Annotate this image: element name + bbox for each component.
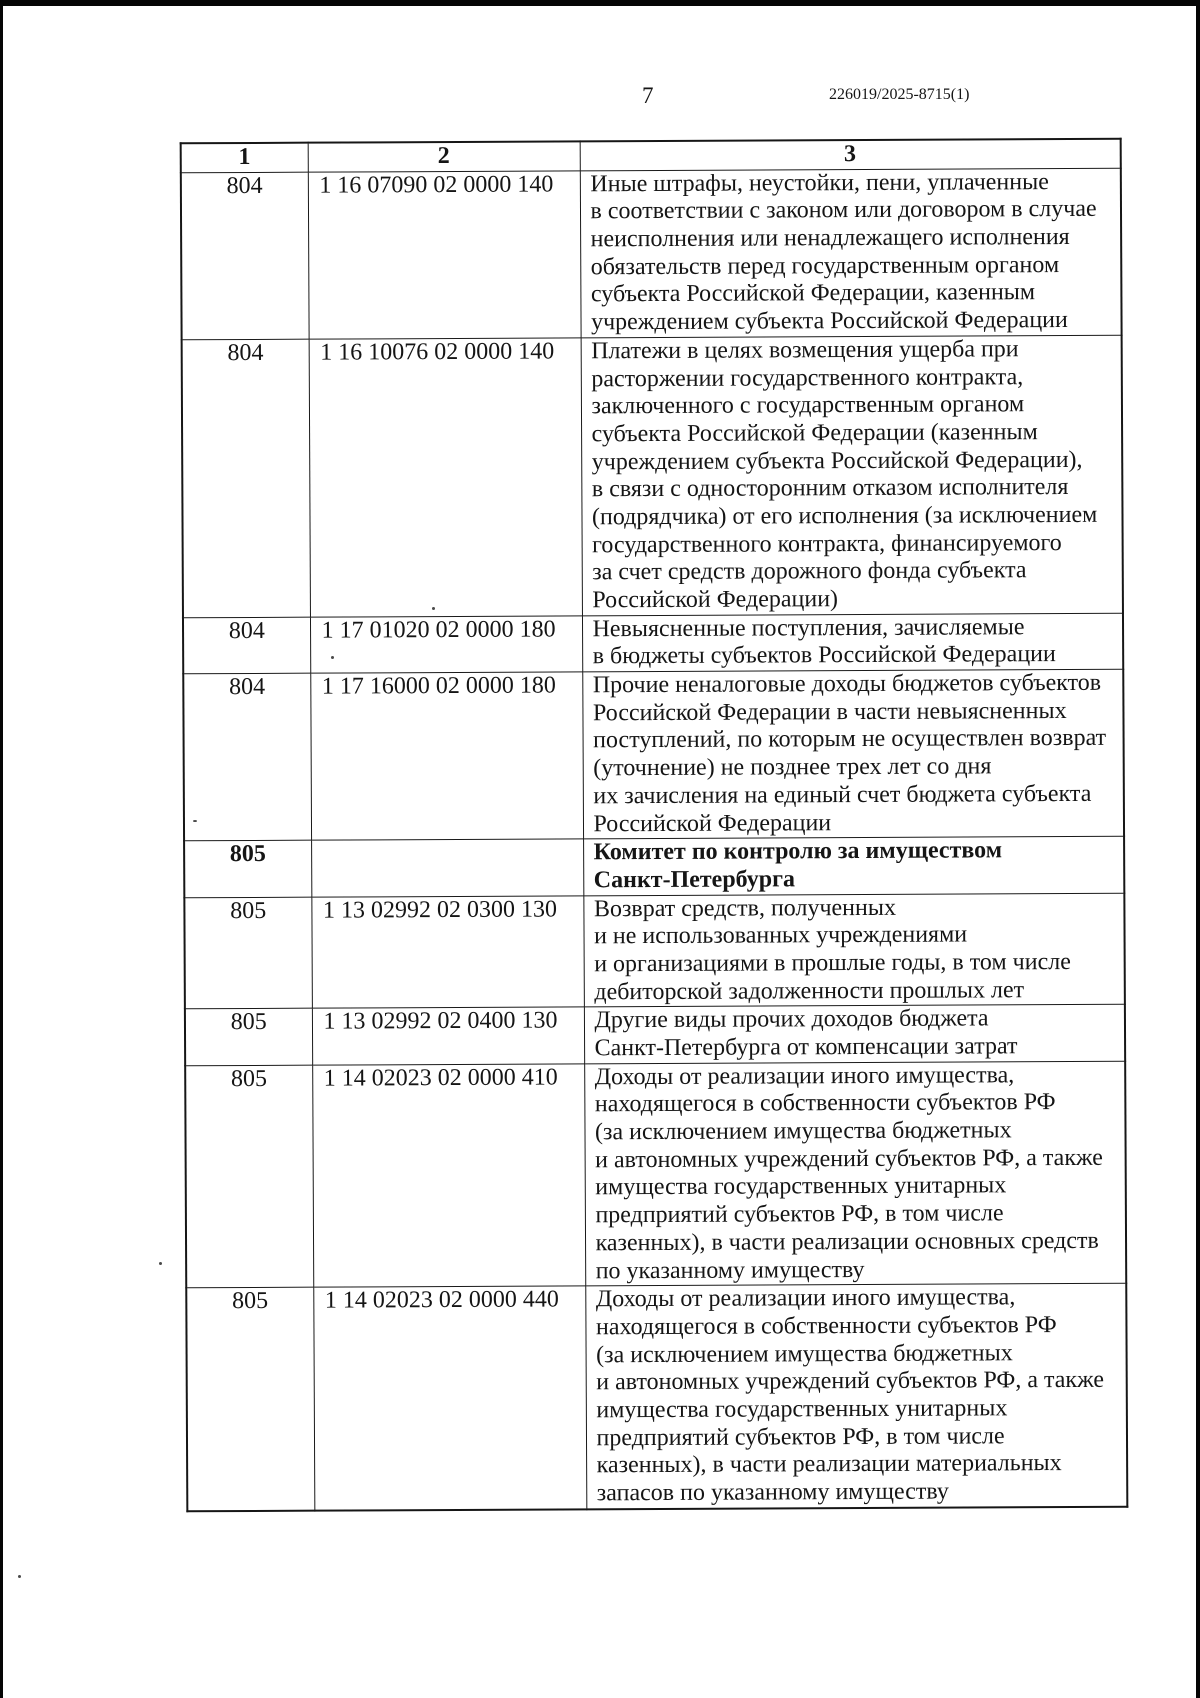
revenue-name-line: предприятий субъектов РФ, в том числе [595,1200,1004,1229]
admin-code-cell [182,339,310,617]
revenue-name-line: казенных), в части реализации основных средств [595,1227,1099,1257]
kbk-code-cell [310,616,582,674]
scan-speck [18,1575,21,1578]
admin-code: 804 [229,673,266,701]
table-row [181,168,1122,340]
table-row [186,1283,1127,1511]
revenue-name-line: (уточнение) не позднее трех лет со дня [593,753,992,782]
kbk-code: 1 13 02992 02 0300 130 [322,896,557,924]
revenue-name-line: по указанному имуществу [595,1256,865,1284]
revenue-name-line: Российской Федерации в части невыясненных [592,697,1067,727]
revenue-name-line: в бюджеты субъектов Российской Федерации [592,641,1056,670]
admin-code: 805 [230,1009,267,1036]
admin-code: 805 [229,841,266,868]
revenue-name-line: заключенного с государственным органом [591,391,1025,420]
revenue-name-line: Российской Федерации) [592,586,839,614]
revenue-name-line: находящегося в собственности субъектов РФ [594,1089,1056,1118]
scan-edge-left [0,0,3,1698]
revenue-name-line: (за исключением имущества бюджетных [596,1339,1013,1368]
table-row [183,613,1123,674]
table-row [185,1005,1125,1066]
revenue-codes-table [180,138,1129,1512]
admin-code-cell [185,1065,313,1288]
revenue-name-line: Российской Федерации [593,809,832,837]
revenue-name-line: запасов по указанному имуществу [596,1478,949,1507]
scan-speck [193,820,197,822]
kbk-code: 1 14 02023 02 0000 410 [323,1064,558,1092]
admin-code: 804 [226,172,263,199]
revenue-name-line: их зачисления на единый счет бюджета субъекта [593,780,1092,810]
revenue-name-line: имущества государственных унитарных [595,1172,1007,1201]
revenue-name-line: государственного контракта, финансируемого [592,529,1062,558]
revenue-name-line: Возврат средств, полученных [593,894,897,922]
revenue-name-cell [582,669,1124,839]
revenue-name-line: предприятий субъектов РФ, в том числе [596,1422,1005,1451]
scan-speck [432,607,435,610]
revenue-name-line: Иные штрафы, неустойки, пени, уплаченные [590,168,1049,198]
admin-code-cell [183,673,311,841]
scan-edge-right [1196,0,1200,1698]
revenue-name-line: Невыясненные поступления, зачисляемые [592,613,1025,643]
admin-code-cell [185,1009,312,1066]
revenue-name-line: Прочие неналоговые доходы бюджетов субъектов [592,669,1102,699]
revenue-name-line: субъекта Российской Федерации (казенным [591,419,1038,448]
kbk-code: 1 16 10076 02 0000 140 [320,338,555,366]
kbk-code-cell [311,895,584,1008]
revenue-name-line: имущества государственных унитарных [596,1395,1008,1424]
table-row [184,893,1125,1009]
revenue-name-line: (за исключением имущества бюджетных [594,1117,1012,1146]
kbk-code: 1 17 16000 02 0000 180 [321,672,556,700]
revenue-name-line: Доходы от реализации иного имущества, [594,1061,1015,1090]
revenue-name-line: и не использованных учреждениями [593,921,968,950]
revenue-name-line: и организациями в прошлые годы, в том числе [594,948,1071,978]
table-row [183,669,1124,841]
kbk-code-cell [308,171,581,339]
section-heading-row [184,836,1124,897]
revenue-name-line: расторжении государственного контракта, [591,363,1024,392]
kbk-code: 1 17 01020 02 0000 180 [321,616,556,644]
revenue-name-line: учреждением субъекта Российской Федерации [590,307,1068,336]
table-row [182,335,1123,617]
admin-code-cell [184,897,312,1009]
administrator-name-line: Санкт-Петербурга [593,866,796,894]
revenue-name-cell [585,1283,1127,1509]
revenue-name-line: и автономных учреждений субъектов РФ, а также [595,1144,1103,1174]
revenue-name-line: поступлений, по которым не осуществлен возврат [593,725,1107,754]
table-header-row [181,139,1121,173]
page-number: 7 [642,83,654,108]
kbk-code-cell [312,1007,584,1065]
revenue-name-line: Платежи в целях возмещения ущерба при [591,336,1019,365]
kbk-code: 1 14 02023 02 0000 440 [324,1286,559,1314]
revenue-name-line: Другие виды прочих доходов бюджета [594,1005,989,1034]
scan-speck [159,1262,162,1265]
admin-code-cell [186,1287,314,1511]
revenue-name-line: в связи с односторонним отказом исполнителя [591,474,1069,503]
revenue-name-line: обязательств перед государственным органом [590,251,1060,281]
admin-code: 805 [232,1288,269,1315]
revenue-name-line: и автономных учреждений субъектов РФ, а также [596,1367,1105,1396]
kbk-code-cell [310,672,583,840]
admin-code: 805 [230,897,267,924]
scan-edge-top [0,0,1200,6]
table-row [185,1061,1126,1288]
revenue-name-cell [582,613,1123,672]
document-number: 226019/2025-8715(1) [829,86,970,103]
admin-code-cell [181,172,309,340]
revenue-name-cell [583,893,1125,1007]
kbk-code-cell [309,338,582,617]
revenue-name-line: находящегося в собственности субъектов РФ [595,1311,1057,1341]
revenue-name-cell [584,1061,1126,1286]
admin-code-cell [183,617,310,674]
column-header: 2 [308,141,580,172]
administrator-name-cell [583,836,1124,895]
admin-code: 804 [228,617,265,644]
admin-code-cell [184,840,311,897]
scan-speck [331,656,334,659]
revenue-name-line: неисполнения или ненадлежащего исполнения [590,224,1070,253]
revenue-name-line: Санкт-Петербурга от компенсации затрат [594,1033,1018,1062]
revenue-name-cell [581,335,1123,616]
kbk-code-cell [313,1286,586,1510]
revenue-name-line: (подрядчика) от его исполнения (за исключением [591,501,1098,531]
column-header: 3 [580,139,1121,171]
revenue-name-line: дебиторской задолженности прошлых лет [594,976,1025,1005]
kbk-code-cell [312,1064,585,1288]
kbk-code-cell [311,839,583,897]
revenue-name-line: за счет средств дорожного фонда субъекта [592,557,1027,586]
column-header: 1 [181,143,308,173]
revenue-name-line: учреждением субъекта Российской Федерации), [591,446,1083,475]
revenue-name-line: Доходы от реализации иного имущества, [595,1284,1016,1313]
admin-code: 804 [227,339,264,366]
revenue-name-line: в соответствии с законом или договором в случае [590,196,1097,225]
revenue-name-line: казенных), в части реализации материальных [596,1450,1062,1479]
admin-code: 805 [230,1065,268,1092]
administrator-name-line: Комитет по контролю за имуществом [593,837,1003,866]
revenue-name-cell [584,1005,1125,1064]
kbk-code: 1 16 07090 02 0000 140 [319,171,554,199]
revenue-name-cell [580,168,1122,338]
revenue-name-line: субъекта Российской Федерации, казенным [590,279,1036,308]
kbk-code: 1 13 02992 02 0400 130 [323,1007,558,1035]
